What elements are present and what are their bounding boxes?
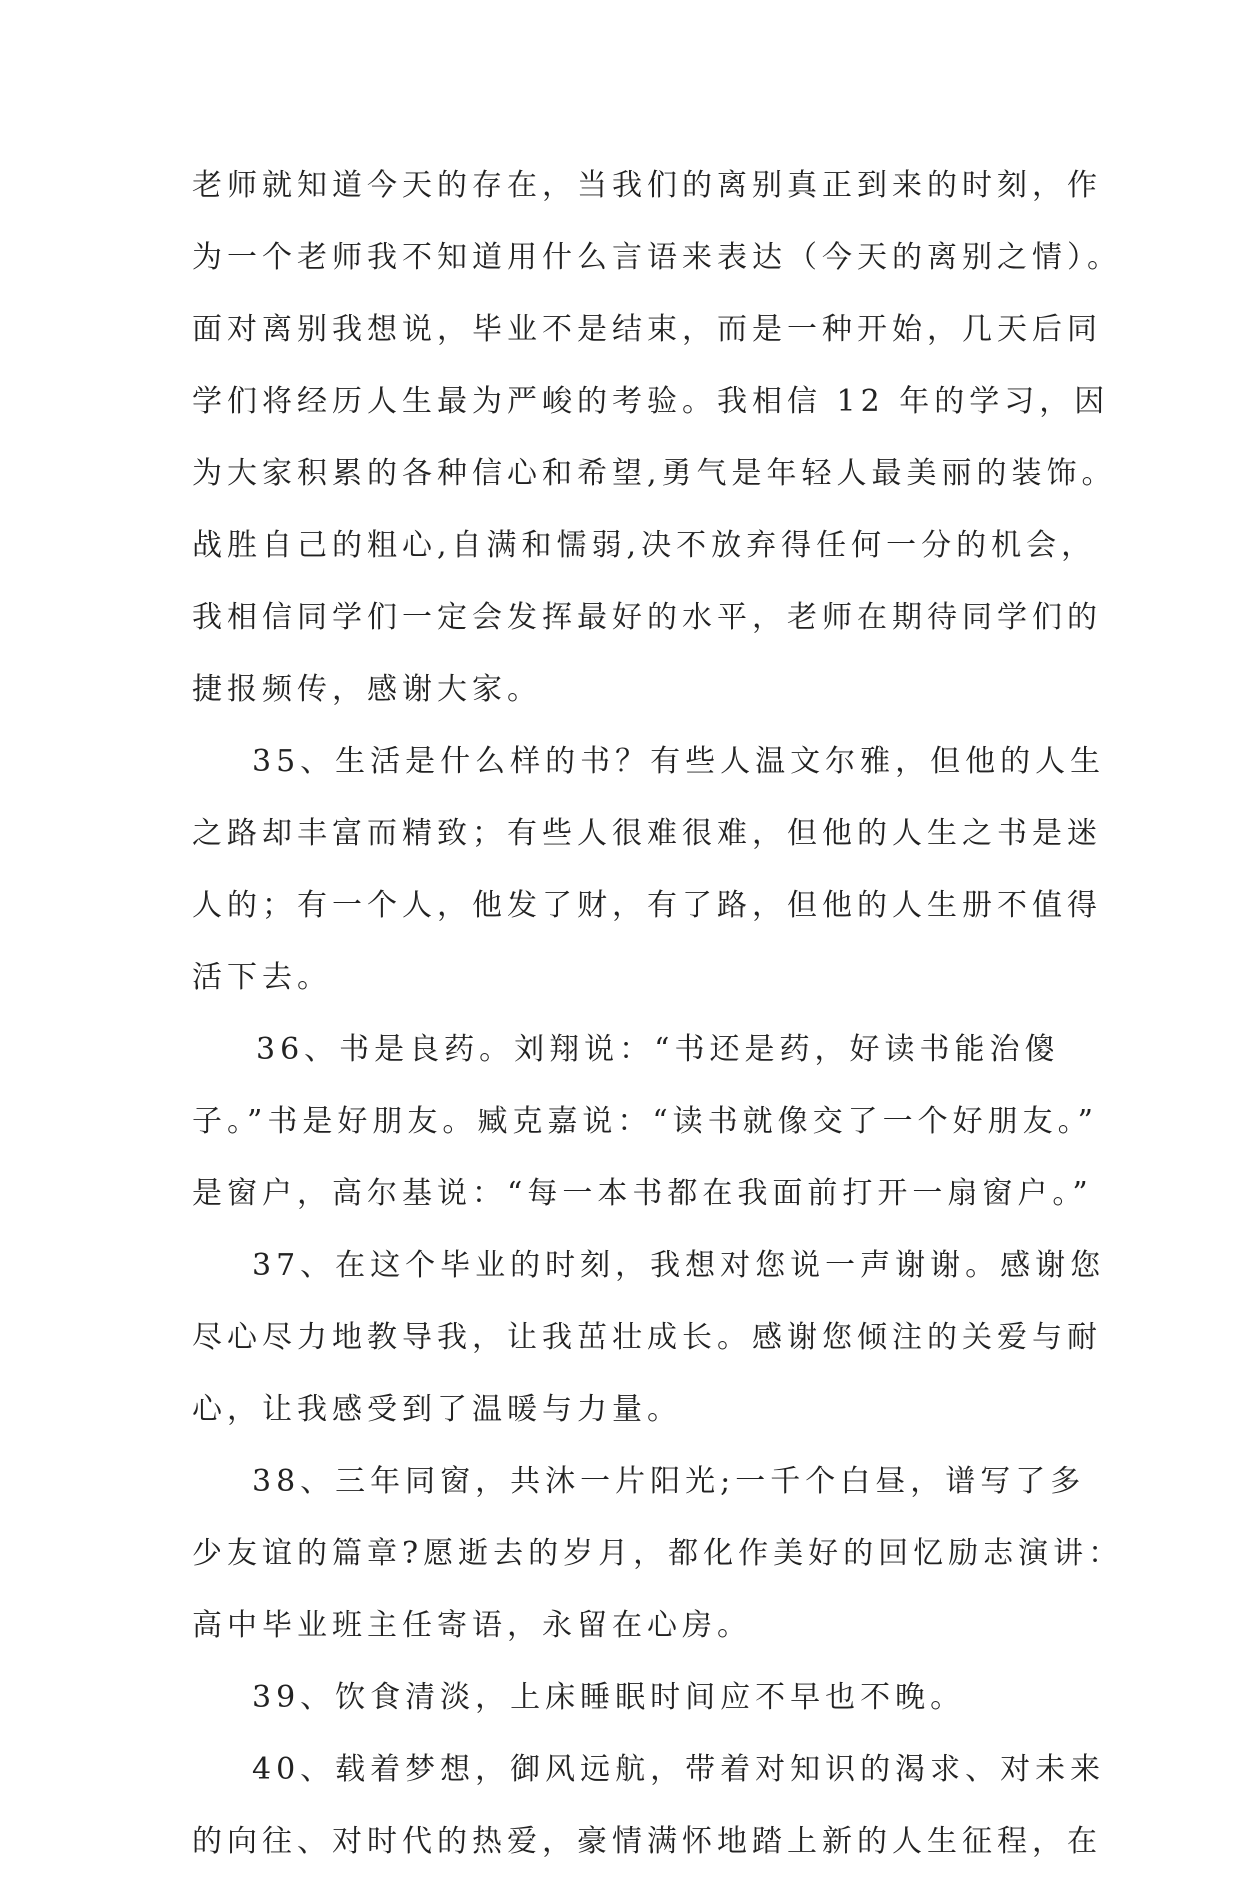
text-line: 子。”书是好朋友。臧克嘉说：“读书就像交了一个好朋友。” <box>192 1104 1099 1139</box>
text-line: 学们将经历人生最为严峻的考验。我相信 12 年的学习，因 <box>192 384 1110 419</box>
text-line: 老师就知道今天的存在，当我们的离别真正到来的时刻，作 <box>192 168 1102 203</box>
text-line: 活下去。 <box>192 960 332 995</box>
text-line: 尽心尽力地教导我，让我茁壮成长。感谢您倾注的关爱与耐 <box>192 1320 1102 1355</box>
text-line: 人的；有一个人，他发了财，有了路，但他的人生册不值得 <box>192 888 1102 923</box>
text-line: 面对离别我想说，毕业不是结束，而是一种开始，几天后同 <box>192 312 1102 347</box>
paragraph-36-start: 36、书是良药。刘翔说：“书还是药，好读书能治傻 <box>256 1032 1060 1067</box>
text-line: 是窗户，高尔基说：“每一本书都在我面前打开一扇窗户。” <box>192 1176 1093 1211</box>
paragraph-37-start: 37、在这个毕业的时刻，我想对您说一声谢谢。感谢您 <box>252 1248 1106 1283</box>
text-line: 为大家积累的各种信心和希望,勇气是年轻人最美丽的装饰。 <box>192 456 1117 491</box>
text-line: 少友谊的篇章?愿逝去的岁月，都化作美好的回忆励志演讲： <box>192 1536 1124 1571</box>
document-body <box>192 165 1124 1893</box>
text-line: 我相信同学们一定会发挥最好的水平，老师在期待同学们的 <box>192 600 1102 635</box>
text-line: 为一个老师我不知道用什么言语来表达（今天的离别之情）。 <box>192 240 1122 275</box>
paragraph-40-start: 40、载着梦想，御风远航，带着对知识的渴求、对未来 <box>252 1752 1106 1787</box>
paragraph-38-start: 38、三年同窗，共沐一片阳光;一千个白昼，谱写了多 <box>252 1464 1086 1499</box>
text-line: 的向往、对时代的热爱，豪情满怀地踏上新的人生征程，在 <box>192 1824 1102 1859</box>
text-line: 捷报频传，感谢大家。 <box>192 672 542 707</box>
text-line: 之路却丰富而精致；有些人很难很难，但他的人生之书是迷 <box>192 816 1102 851</box>
paragraph-39: 39、饮食清淡，上床睡眠时间应不早也不晚。 <box>252 1680 966 1715</box>
text-line: 心，让我感受到了温暖与力量。 <box>192 1392 682 1427</box>
paragraph-35-start: 35、生活是什么样的书？有些人温文尔雅，但他的人生 <box>252 744 1106 779</box>
text-line: 高中毕业班主任寄语，永留在心房。 <box>192 1608 752 1643</box>
text-line: 战胜自己的粗心,自满和懦弱,决不放弃得任何一分的机会， <box>192 528 1097 563</box>
